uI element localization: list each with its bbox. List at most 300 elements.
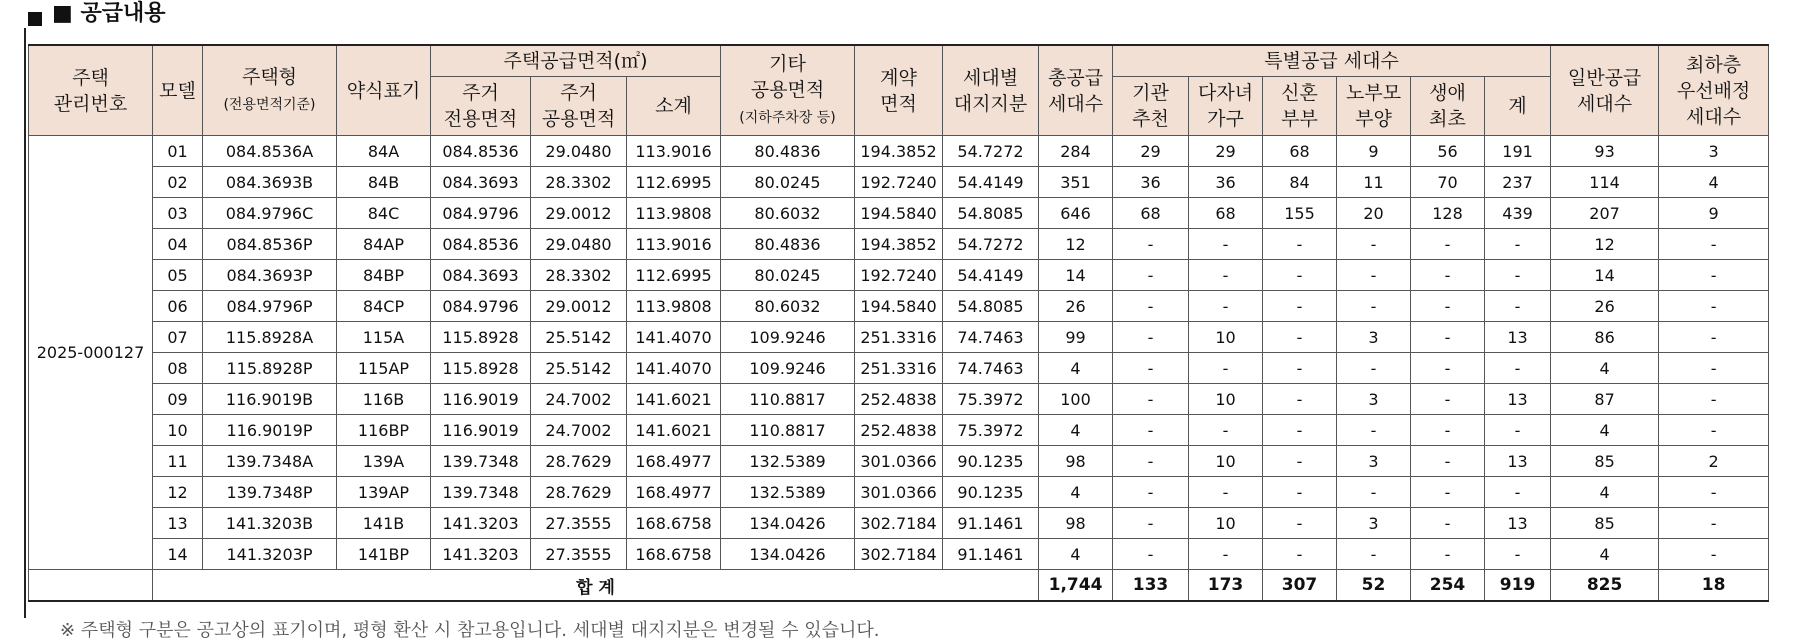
table-cell: 4 — [1039, 539, 1113, 570]
table-cell: 12 — [1039, 229, 1113, 260]
header-lowest-floor: 최하층 우선배정 세대수 — [1659, 45, 1769, 136]
table-cell: 29 — [1189, 136, 1263, 167]
table-cell: - — [1485, 539, 1551, 570]
table-cell: 4 — [1551, 353, 1659, 384]
table-cell: 116.9019P — [203, 415, 337, 446]
table-cell: 139.7348 — [431, 446, 531, 477]
table-cell: 302.7184 — [855, 508, 943, 539]
table-cell: 084.8536 — [431, 229, 531, 260]
table-cell: - — [1659, 353, 1769, 384]
left-border-line — [24, 28, 26, 618]
header-sp-sum: 계 — [1485, 77, 1551, 136]
table-cell: - — [1485, 260, 1551, 291]
table-cell: 115AP — [337, 353, 431, 384]
table-row — [29, 508, 1769, 539]
table-cell: 54.8085 — [943, 291, 1039, 322]
table-cell: - — [1189, 353, 1263, 384]
table-cell: - — [1485, 353, 1551, 384]
table-cell: 194.5840 — [855, 198, 943, 229]
table-row — [29, 539, 1769, 570]
table-cell: 139.7348A — [203, 446, 337, 477]
table-cell: 284 — [1039, 136, 1113, 167]
table-row — [29, 198, 1769, 229]
header-general-supply: 일반공급 세대수 — [1551, 45, 1659, 136]
table-cell: - — [1189, 291, 1263, 322]
table-cell: 141.4070 — [627, 353, 721, 384]
table-cell: 141B — [337, 508, 431, 539]
header-house-type: 주택형 (전용면적기준) — [203, 45, 337, 136]
table-cell: 113.9016 — [627, 229, 721, 260]
table-cell: 36 — [1189, 167, 1263, 198]
table-cell: 116.9019 — [431, 415, 531, 446]
table-cell: 3 — [1337, 508, 1411, 539]
table-cell: 4 — [1551, 539, 1659, 570]
table-cell: - — [1113, 415, 1189, 446]
table-cell: 68 — [1263, 136, 1337, 167]
table-cell: 07 — [153, 322, 203, 353]
table-cell: - — [1337, 415, 1411, 446]
table-cell: - — [1337, 291, 1411, 322]
table-cell: 109.9246 — [721, 353, 855, 384]
table-cell: - — [1263, 260, 1337, 291]
table-cell: - — [1337, 353, 1411, 384]
table-cell: - — [1337, 260, 1411, 291]
total-blank-cell — [29, 570, 153, 602]
total-cell: 825 — [1551, 570, 1659, 602]
table-cell: 252.4838 — [855, 415, 943, 446]
footnote: ※ 주택형 구분은 공고상의 표기이며, 평형 환산 시 참고용입니다. 세대별 대지지분은 변경될 수 있습니다. — [60, 620, 880, 641]
table-cell: 439 — [1485, 198, 1551, 229]
table-cell: 91.1461 — [943, 508, 1039, 539]
table-cell: 80.6032 — [721, 198, 855, 229]
table-cell: 168.4977 — [627, 477, 721, 508]
table-cell: - — [1337, 477, 1411, 508]
table-cell: 116.9019B — [203, 384, 337, 415]
table-cell: 20 — [1337, 198, 1411, 229]
table-cell: 194.3852 — [855, 229, 943, 260]
table-cell: - — [1263, 508, 1337, 539]
total-cell: 1,744 — [1039, 570, 1113, 602]
table-cell: 192.7240 — [855, 167, 943, 198]
table-cell: 141BP — [337, 539, 431, 570]
table-cell: 25.5142 — [531, 353, 627, 384]
table-cell: - — [1659, 260, 1769, 291]
table-row — [29, 229, 1769, 260]
table-cell: 12 — [153, 477, 203, 508]
table-cell: - — [1411, 508, 1485, 539]
table-cell: 168.6758 — [627, 539, 721, 570]
table-cell: 252.4838 — [855, 384, 943, 415]
header-total-supply: 총공급 세대수 — [1039, 45, 1113, 136]
table-row — [29, 291, 1769, 322]
table-cell: 251.3316 — [855, 322, 943, 353]
table-cell: 4 — [1551, 415, 1659, 446]
table-cell: 114 — [1551, 167, 1659, 198]
table-cell: - — [1113, 291, 1189, 322]
table-cell: 28.7629 — [531, 477, 627, 508]
table-cell: 139AP — [337, 477, 431, 508]
table-cell: 75.3972 — [943, 384, 1039, 415]
header-sp-newlywed: 신혼 부부 — [1263, 77, 1337, 136]
table-cell: 84A — [337, 136, 431, 167]
table-cell: 134.0426 — [721, 508, 855, 539]
table-cell: 84 — [1263, 167, 1337, 198]
table-cell: 115.8928 — [431, 322, 531, 353]
table-cell: - — [1263, 415, 1337, 446]
management-number-cell: 2025-000127 — [29, 136, 153, 570]
table-cell: - — [1113, 353, 1189, 384]
table-cell: - — [1189, 415, 1263, 446]
table-cell: 13 — [1485, 508, 1551, 539]
table-cell: 084.9796C — [203, 198, 337, 229]
table-cell: - — [1411, 353, 1485, 384]
table-cell: 28.3302 — [531, 260, 627, 291]
table-cell: - — [1337, 229, 1411, 260]
table-cell: 116B — [337, 384, 431, 415]
table-cell: - — [1411, 415, 1485, 446]
table-cell: 139.7348 — [431, 477, 531, 508]
table-cell: - — [1189, 539, 1263, 570]
table-cell: 116BP — [337, 415, 431, 446]
table-cell: - — [1411, 539, 1485, 570]
table-cell: 141.3203B — [203, 508, 337, 539]
total-cell: 52 — [1337, 570, 1411, 602]
table-cell: 351 — [1039, 167, 1113, 198]
header-mgmt-no: 주택 관리번호 — [29, 45, 153, 136]
table-cell: 191 — [1485, 136, 1551, 167]
table-cell: 084.3693B — [203, 167, 337, 198]
table-cell: 115.8928P — [203, 353, 337, 384]
header-sp-first-home: 생애 최초 — [1411, 77, 1485, 136]
table-cell: 9 — [1337, 136, 1411, 167]
header-special-supply: 특별공급 세대수 — [1113, 45, 1551, 77]
table-cell: 301.0366 — [855, 477, 943, 508]
table-cell: 10 — [1189, 446, 1263, 477]
table-row — [29, 136, 1769, 167]
table-cell: 100 — [1039, 384, 1113, 415]
header-sp-institution: 기관 추천 — [1113, 77, 1189, 136]
table-cell: 12 — [1551, 229, 1659, 260]
table-cell: 110.8817 — [721, 415, 855, 446]
table-cell: 13 — [1485, 322, 1551, 353]
total-cell: 133 — [1113, 570, 1189, 602]
header-other-common: 기타 공용면적 (지하주차장 등) — [721, 45, 855, 136]
table-cell: - — [1485, 229, 1551, 260]
table-cell: 80.6032 — [721, 291, 855, 322]
table-cell: - — [1113, 446, 1189, 477]
table-cell: 05 — [153, 260, 203, 291]
total-cell: 307 — [1263, 570, 1337, 602]
table-cell: 4 — [1039, 353, 1113, 384]
table-cell: - — [1411, 229, 1485, 260]
supply-table — [28, 44, 1769, 602]
section-title: ■ 공급내용 — [52, 1, 166, 26]
table-cell: 10 — [1189, 322, 1263, 353]
table-cell: - — [1659, 291, 1769, 322]
table-cell: 54.7272 — [943, 229, 1039, 260]
table-cell: 084.8536P — [203, 229, 337, 260]
table-cell: 4 — [1551, 477, 1659, 508]
header-contract-area: 계약 면적 — [855, 45, 943, 136]
table-row — [29, 446, 1769, 477]
table-cell: 13 — [153, 508, 203, 539]
table-cell: 194.5840 — [855, 291, 943, 322]
table-cell: 26 — [1039, 291, 1113, 322]
table-cell: - — [1263, 446, 1337, 477]
table-cell: 74.7463 — [943, 322, 1039, 353]
table-cell: - — [1659, 229, 1769, 260]
table-cell: 301.0366 — [855, 446, 943, 477]
table-cell: - — [1263, 539, 1337, 570]
header-residential-exclusive: 주거 전용면적 — [431, 77, 531, 136]
table-cell: 87 — [1551, 384, 1659, 415]
header-residential-common: 주거 공용면적 — [531, 77, 627, 136]
table-cell: 113.9808 — [627, 291, 721, 322]
table-cell: 115.8928A — [203, 322, 337, 353]
table-cell: 128 — [1411, 198, 1485, 229]
table-cell: - — [1659, 508, 1769, 539]
table-cell: 04 — [153, 229, 203, 260]
table-cell: - — [1659, 322, 1769, 353]
table-cell: 4 — [1039, 415, 1113, 446]
table-cell: 207 — [1551, 198, 1659, 229]
table-cell: 139.7348P — [203, 477, 337, 508]
table-cell: 26 — [1551, 291, 1659, 322]
table-cell: 08 — [153, 353, 203, 384]
table-cell: 112.6995 — [627, 260, 721, 291]
table-row — [29, 167, 1769, 198]
table-cell: - — [1263, 384, 1337, 415]
table-cell: 68 — [1113, 198, 1189, 229]
table-cell: 084.9796 — [431, 291, 531, 322]
table-cell: 29.0012 — [531, 198, 627, 229]
header-supply-area: 주택공급면적(㎡) — [431, 45, 721, 77]
table-cell: - — [1659, 477, 1769, 508]
section-heading — [24, 0, 1800, 30]
table-cell: - — [1659, 415, 1769, 446]
table-row — [29, 415, 1769, 446]
table-cell: 91.1461 — [943, 539, 1039, 570]
total-cell: 173 — [1189, 570, 1263, 602]
table-cell: 3 — [1337, 446, 1411, 477]
table-cell: 251.3316 — [855, 353, 943, 384]
table-cell: 80.4836 — [721, 136, 855, 167]
table-cell: 3 — [1659, 136, 1769, 167]
table-cell: 115.8928 — [431, 353, 531, 384]
table-cell: 24.7002 — [531, 384, 627, 415]
table-cell: 10 — [1189, 384, 1263, 415]
table-row — [29, 353, 1769, 384]
table-cell: 98 — [1039, 446, 1113, 477]
table-cell: 084.3693P — [203, 260, 337, 291]
table-cell: 27.3555 — [531, 508, 627, 539]
table-cell: 134.0426 — [721, 539, 855, 570]
table-row — [29, 384, 1769, 415]
header-sp-elderly: 노부모 부양 — [1337, 77, 1411, 136]
table-cell: 14 — [153, 539, 203, 570]
header-sp-multichild: 다자녀 가구 — [1189, 77, 1263, 136]
table-cell: 141.6021 — [627, 415, 721, 446]
table-cell: 74.7463 — [943, 353, 1039, 384]
table-cell: 168.4977 — [627, 446, 721, 477]
table-cell: 29.0480 — [531, 229, 627, 260]
table-cell: 36 — [1113, 167, 1189, 198]
header-land-share: 세대별 대지지분 — [943, 45, 1039, 136]
table-cell: 80.0245 — [721, 260, 855, 291]
table-cell: 80.0245 — [721, 167, 855, 198]
table-cell: 302.7184 — [855, 539, 943, 570]
table-cell: 192.7240 — [855, 260, 943, 291]
table-cell: 9 — [1659, 198, 1769, 229]
table-cell: - — [1659, 384, 1769, 415]
table-cell: 90.1235 — [943, 446, 1039, 477]
table-cell: 109.9246 — [721, 322, 855, 353]
table-cell: 75.3972 — [943, 415, 1039, 446]
table-cell: 084.9796P — [203, 291, 337, 322]
table-cell: 084.3693 — [431, 167, 531, 198]
table-cell: 29.0480 — [531, 136, 627, 167]
table-cell: - — [1411, 322, 1485, 353]
table-cell: 86 — [1551, 322, 1659, 353]
table-cell: 80.4836 — [721, 229, 855, 260]
total-cell: 919 — [1485, 570, 1551, 602]
header-abbr: 약식표기 — [337, 45, 431, 136]
table-cell: 084.3693 — [431, 260, 531, 291]
table-cell: 13 — [1485, 446, 1551, 477]
table-cell: - — [1263, 291, 1337, 322]
table-cell: 2 — [1659, 446, 1769, 477]
table-cell: 70 — [1411, 167, 1485, 198]
table-cell: - — [1263, 477, 1337, 508]
total-cell: 18 — [1659, 570, 1769, 602]
table-cell: 084.8536A — [203, 136, 337, 167]
table-cell: 141.3203P — [203, 539, 337, 570]
table-cell: 139A — [337, 446, 431, 477]
table-cell: 112.6995 — [627, 167, 721, 198]
table-cell: - — [1113, 384, 1189, 415]
table-cell: 113.9016 — [627, 136, 721, 167]
table-cell: 01 — [153, 136, 203, 167]
table-cell: 141.6021 — [627, 384, 721, 415]
table-cell: 237 — [1485, 167, 1551, 198]
table-cell: 84BP — [337, 260, 431, 291]
table-cell: - — [1189, 477, 1263, 508]
table-cell: - — [1485, 477, 1551, 508]
table-cell: 132.5389 — [721, 477, 855, 508]
table-cell: 84C — [337, 198, 431, 229]
table-cell: 93 — [1551, 136, 1659, 167]
table-cell: 132.5389 — [721, 446, 855, 477]
table-cell: 90.1235 — [943, 477, 1039, 508]
table-cell: - — [1411, 446, 1485, 477]
total-cell: 254 — [1411, 570, 1485, 602]
table-cell: - — [1189, 260, 1263, 291]
table-cell: 141.4070 — [627, 322, 721, 353]
table-row — [29, 260, 1769, 291]
table-cell: 3 — [1337, 322, 1411, 353]
table-cell: 27.3555 — [531, 539, 627, 570]
table-cell: - — [1411, 260, 1485, 291]
table-cell: 09 — [153, 384, 203, 415]
table-cell: 646 — [1039, 198, 1113, 229]
table-cell: - — [1113, 477, 1189, 508]
table-cell: 85 — [1551, 508, 1659, 539]
table-cell: 28.7629 — [531, 446, 627, 477]
table-cell: 4 — [1039, 477, 1113, 508]
table-cell: 56 — [1411, 136, 1485, 167]
table-cell: - — [1337, 539, 1411, 570]
table-cell: 141.3203 — [431, 539, 531, 570]
table-cell: 25.5142 — [531, 322, 627, 353]
table-cell: 54.4149 — [943, 260, 1039, 291]
table-cell: 113.9808 — [627, 198, 721, 229]
table-cell: 84B — [337, 167, 431, 198]
table-cell: 11 — [1337, 167, 1411, 198]
table-cell: 03 — [153, 198, 203, 229]
table-cell: 98 — [1039, 508, 1113, 539]
table-row — [29, 477, 1769, 508]
table-cell: - — [1113, 229, 1189, 260]
table-cell: - — [1263, 353, 1337, 384]
table-cell: 14 — [1551, 260, 1659, 291]
table-cell: - — [1659, 539, 1769, 570]
table-cell: 116.9019 — [431, 384, 531, 415]
table-cell: - — [1263, 229, 1337, 260]
table-cell: 84AP — [337, 229, 431, 260]
table-cell: 084.8536 — [431, 136, 531, 167]
table-cell: 13 — [1485, 384, 1551, 415]
table-cell: 155 — [1263, 198, 1337, 229]
header-subtotal: 소계 — [627, 77, 721, 136]
table-cell: 115A — [337, 322, 431, 353]
table-cell: 10 — [153, 415, 203, 446]
table-cell: 54.4149 — [943, 167, 1039, 198]
table-cell: 99 — [1039, 322, 1113, 353]
table-cell: - — [1411, 291, 1485, 322]
table-cell: 084.9796 — [431, 198, 531, 229]
total-row — [29, 570, 1769, 602]
total-label: 합 계 — [153, 570, 1039, 602]
table-cell: 24.7002 — [531, 415, 627, 446]
table-cell: - — [1263, 322, 1337, 353]
table-cell: 168.6758 — [627, 508, 721, 539]
table-cell: 06 — [153, 291, 203, 322]
table-cell: - — [1113, 539, 1189, 570]
table-cell: 84CP — [337, 291, 431, 322]
table-cell: - — [1113, 260, 1189, 291]
table-cell: 14 — [1039, 260, 1113, 291]
table-cell: - — [1411, 384, 1485, 415]
table-cell: 28.3302 — [531, 167, 627, 198]
table-cell: 11 — [153, 446, 203, 477]
table-cell: - — [1485, 291, 1551, 322]
table-cell: - — [1411, 477, 1485, 508]
table-cell: 54.7272 — [943, 136, 1039, 167]
table-cell: 141.3203 — [431, 508, 531, 539]
table-cell: 110.8817 — [721, 384, 855, 415]
table-cell: 54.8085 — [943, 198, 1039, 229]
table-cell: 10 — [1189, 508, 1263, 539]
header-model: 모델 — [153, 45, 203, 136]
table-cell: 29 — [1113, 136, 1189, 167]
table-cell: 3 — [1337, 384, 1411, 415]
table-cell: 85 — [1551, 446, 1659, 477]
table-cell: 194.3852 — [855, 136, 943, 167]
table-cell: 4 — [1659, 167, 1769, 198]
table-cell: - — [1189, 229, 1263, 260]
table-cell: - — [1485, 415, 1551, 446]
table-cell: - — [1113, 322, 1189, 353]
